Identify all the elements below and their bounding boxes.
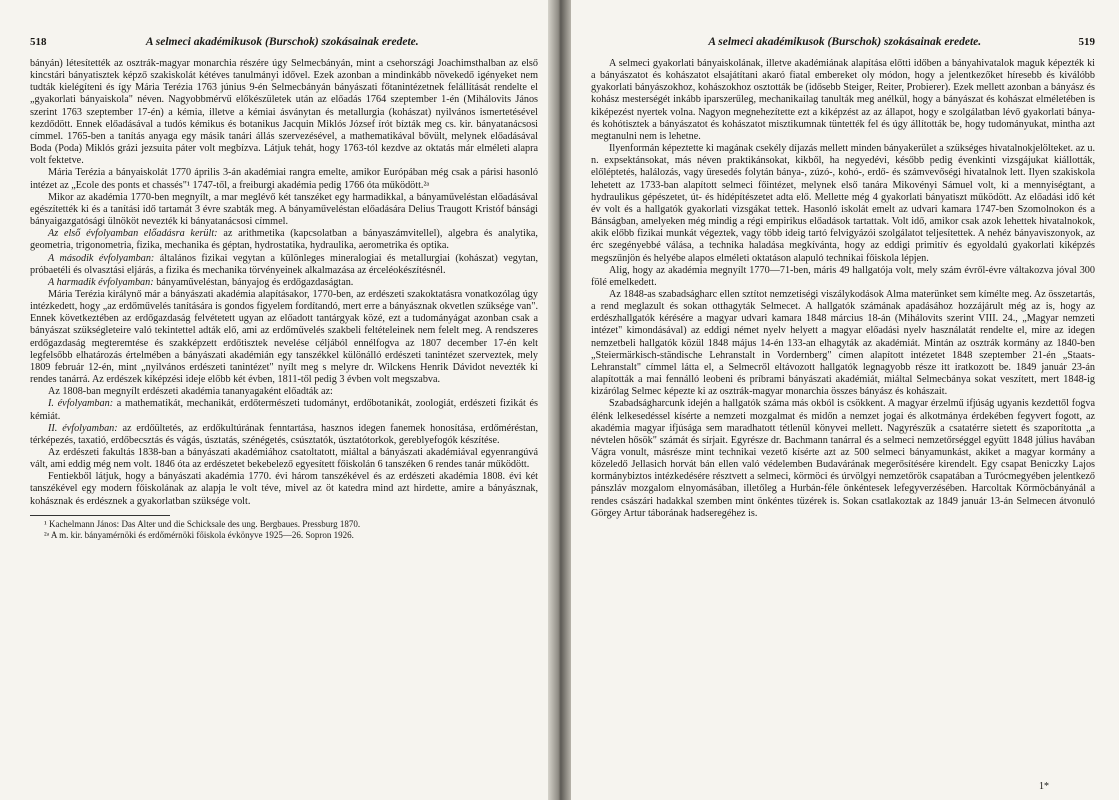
right-running-title: A selmeci akadémikusok (Burschok) szokásainak eredete. (708, 36, 982, 48)
paragraph-text: Az 1848-as szabadságharc ellen sztítot nemzetiségi viszálykodások Alma materünket sem kímélte meg. Az összetartás, a rend meglazult és sokan otthagyták Selmecet. A hallgatók számának apadásához hozzájárult még az is, hogy az erdészhallgatók kérésére a magyar udvari kamara 1848 március 18-án (Mihálovits szerint VIII. 24., „Magyar nemzeti intézet" kimondásával) az eddigi német nyelv helyett a magyar előadási nyelv használatát rendelte el, mire az idegen nemzetbeli hallgatók közül 1848 május 14-én 133-an elhagyták az akadémiát. Mintán az osztrák kormány az 1840-ben „Steiermärkisch-ständische Lehranstalt in Vordernberg" címen alapított intézetet 1848 szeptember 21-én „Staats-Lehranstalt" címmel látta el, a Selmecről eltávozott hallgatók legnagyobb része itt iratkozott be. 1849 január 23-án alapították a mai fennálló leobeni és príbrami bányászati akadémiát, miáltal Selmecbánya sokat veszített, mert 1848-ig kizárólag Selmec képezte ki az osztrák-magyar monarchia összes bányász és kohászait. (591, 288, 1095, 398)
right-paragraph (591, 265, 1095, 289)
left-page-header (30, 36, 538, 48)
right-page (571, 0, 1119, 800)
book-gutter (548, 0, 571, 800)
left-footnotes (30, 519, 538, 541)
paragraph-lead: II. évfolyamban: (48, 422, 118, 434)
paragraph-text: Fentiekből látjuk, hogy a bányászati akadémia 1770. évi három tanszékével és az erdészeti akadémia 1808. évi két tanszékével egy modern főiskolának az alapja le volt téve, mivel az öt katedra mind azt hirdette, amire a bányásznak, kohásznak és erdésznek a gyakorlatban szüksége volt. (30, 471, 538, 507)
left-paragraph (30, 471, 538, 507)
paragraph-text: bányaműveléstan, bányajog és erdőgazdaságtan. (153, 276, 354, 288)
right-paragraph (591, 143, 1095, 265)
paragraph-text: Mikor az akadémia 1770-ben megnyílt, a mar meglévő két tanszéket egy harmadikkal, a bányaműveléstan előadásával egészítették ki és a tanítási idő tartamát 3 évre szabták meg. A bányaműveléstan előadására Delius Traugott Kristóf bánsági bányaigazgatósági ülnököt nevezték ki bányatanácsosi címmel. (30, 191, 538, 228)
left-paragraph (30, 398, 538, 422)
left-paragraph (30, 253, 538, 277)
left-paragraph (30, 289, 538, 386)
footnote-lead: ²ᵃ (44, 529, 50, 540)
paragraph-text: a mathematikát, mechanikát, erdőtermészeti tudományt, erdőbotanikát, zoologiát, erdészeti fizikát és kémiát. (30, 398, 538, 422)
footnote-text: Das Alter und die Schicksale des ung. Bergbaues. Pressburg 1870. (119, 518, 361, 529)
paragraph-text: A selmeci gyakorlati bányaiskolának, illetve akadémiának alapítása előtti időben a bányahivatalok maguk képezték ki a bányászatot és kohászatot elsajátítani akaró fiatal embereket oly módon, hogy a jelentkezőket híresebb és kiválóbb gyakorlati bányászokhoz, kohászokhoz osztották be (idősebb Steiger, Reiter, Probierer). Ezek mellett azonban a bányász és kohász mesterségét inkább iparszerűleg, mechanikailag tanulták meg anélkül, hogy a bányászat és kohászat elméletében is kiképezést nyertek volna. Nagyon megnehezítette ezt a kiképzést az az állapot, hogy e szolgálatban lévő gyakorlati bánya- és kohótisztek a bányászatot és kohászatot misztikumnak tüntették fel és úgy állították be, hogy tudományukat, mintha azt megtanulni nem is lehetne. (591, 58, 1095, 142)
paragraph-text: bányán) létesítették az osztrák-magyar monarchia részére úgy Selmecbányán, mint a csehországi Joachimsthalban az első kincstári bányatisztek képző szakiskolát kétéves tanulmányi idővel. Ezek azonban a mindinkább növekedő igényeket nem tudták kielégíteni és így Mária Terézia 1763 június 9-én Selmecbányán bányászati főtanintézetnek felállítását rendelte el „gyakorlati bányaiskola" néven. Nagyobbmérvű előkészületek után az előadás 1764 szeptember 1-én (Mihálovits János szerint 1763 szeptember 17-én) a kémia, illetve a kémiai ásványtan és metallurgia (kohászat) nyilvános ismertetésével kezdődött. Ennek előadásával a tudós kémikus és botanikus Jacquin Miklós József írót bízták meg cs. kir. bányatanácsosi címmel. 1765-ben a tanítás anyaga egy másik tanári állás szervezésével, a mathematikával bővült, melynek előadásával Boda (Poda) Miklós grázi jezsuita páter volt megbízva. Látjuk tehát, hogy 1763-tól kezdve az oktatás már elméleti alapra volt fektetve. (30, 58, 538, 167)
printer-signature: 1* (1039, 781, 1049, 792)
paragraph-text: Mária Terézia a bányaiskolát 1770 április 3-án akadémiai rangra emelte, amikor Európában még csak a párisi hasonló intézet az „Ecole des ponts et chassés"¹ 1747-től, a freiburgi akadémia pedig 1766 óta működött.²ᵃ (30, 167, 538, 191)
right-paragraph (591, 398, 1095, 520)
paragraph-text: Ilyenformán képeztette ki magának csekély díjazás mellett minden bányakerület a szükséges hivatalnokjelölteket. az u. n. expsektánsokat, más néven praktikánsokat, kikből, ha negyedévi, később pedig évenkinti vizsgájukat kiállották, előléptetés, halálozás, vagy üresedés folytán bánya-, zúzó-, kohó-, erdő- és számvevőségi hivatalnok lett. Ilyen szakiskola lehetett az 1733-ban alapított selmeci főintézet, melynek első tanára Mikovényi Sámuel volt, ki a mennyiségtant, a hydraulikus gépészetet, út- és hídépítészetet adta elő. Mellette még 4 gyakorlati bányatiszt működött. Az előadási idő két év volt és a hallgatók gyakorlati vizsgákat tettek. Hasonló iskolát emelt az udvari kamara 1747-ben Szomolnokon és a Bánságban, amelyeken még mindig a régi empirikus előadások tartattak. Volt idő, amikor csak azok lehettek hivatalnokok, akik előbb fizikai munkát végeztek, vagy több ideig tartó felvigyázói szolgálatot teljesítettek. A nehéz bányaviszonyok, az érc szegényebbé válása, a technika haladása megkívánta, hogy az eddigi primitív és egyoldalú gyakorlati kiképzés megszűnjön és helyébe alapos elméleti oktatáson alapuló technikai főiskola lépjen. (591, 143, 1095, 264)
paragraph-text: Az erdészeti fakultás 1838-ban a bányászati akadémiához csatoltatott, miáltal a bányászati akadémiával egyenrangúvá vált, ami eddig még nem volt. 1846 óta az erdészetet bekebelező egyesített főiskolán 6 tanszéken 6 rendes tanár működött. (30, 447, 538, 471)
paragraph-text: Az 1808-ban megnyílt erdészeti akadémia tananyagaként előadták az: (48, 386, 333, 398)
paragraph-text: az erdőültetés, az erdőkultúrának fenntartása, hasznos idegen fanemek honosítása, erdőméréstan, térképezés, taxatió, erdőbecsztás és vágás, úsztatás, szénégetés, csúsztatók, úsztatótorkok, gereblyefogók készítése. (30, 422, 539, 446)
paragraph-text: Alig, hogy az akadémia megnyílt 1770—71-ben, máris 49 hallgatója volt, mely szám évről-évre váltakozva jóval 300 fölé emelkedett. (591, 264, 1095, 288)
paragraph-text: Mária Terézia királynő már a bányászati akadémia alapításakor, 1770-ben, az erdészeti szakoktatásra vonatkozólag úgy intézkedett, hogy „az erdőművelés tanítására is gondos figyelem fordítandó, mert erre a bányásznak okvetlen szüksége van". Ennek következtében az erdőgazdaság felvétetett ugyan az előadott tantárgyak közé, ezt a tudományágat azonban csak a bányászat szükségleteire való tekintettel adták elő, ami az erdőművelés szakbeli feltételeinek nem felelt meg. A rendszeres erdőgazdaság megteremtése és szakképzett erdőtisztek nevelése céljából ennélfogva az 1807 december 17-én kelt legfelsőbb elhatározás értelmében a bányászati akadémián egy tanszékkel különálló erdészeti tanintézet szerveztek, mely 1809 február 12-én, mint „nyilvános erdészeti tanintézet" nyílt meg s melyre dr. Wilckens Henrik Dávidot nevezték ki rendes tanárrá. Az erdészek kiképzési ideje előbb két évben, 1811-től pedig 3 évben volt megszabva. (30, 288, 538, 386)
paragraph-lead: A harmadik évfolyamban: (48, 276, 154, 288)
left-running-title: A selmeci akadémikusok (Burschok) szokásainak eredete. (145, 36, 419, 48)
footnote-lead: ¹ Kachelmann János: (44, 518, 120, 529)
left-page-number: 518 (30, 36, 47, 48)
footnote (30, 519, 538, 530)
footnote (30, 530, 538, 541)
right-paragraph (591, 289, 1095, 398)
left-paragraph (30, 192, 538, 228)
right-body-text (591, 58, 1095, 520)
paragraph-text: az arithmetika (kapcsolatban a bányaszámvitellel), algebra és analytika, geometria, trigonometria, fizika, mechanika és géptan, hydrostatika, hydraulika, aerometrika és optika. (30, 228, 538, 252)
left-paragraph (30, 447, 538, 471)
right-page-header (591, 36, 1095, 48)
paragraph-lead: I. évfolyamban: (48, 398, 114, 410)
paragraph-text: általános fizikai vegytan a különleges mineralogiai és metallurgiai (kohászat) vegytan, próbaetéli és olvasztási eljárás, a fizika és mechanika törvényeinek alkalmazása az érceléokészítésnél. (30, 252, 538, 276)
left-paragraph (30, 58, 538, 167)
left-paragraph (30, 386, 538, 398)
footnote-text: A m. kir. bányamérnöki és erdőmérnöki főiskola évkönyve 1925—26. Sopron 1926. (49, 529, 354, 540)
right-paragraph (591, 58, 1095, 143)
paragraph-text: Szabadságharcunk idején a hallgatók száma más okból is csökkent. A magyar érzelmű ifjúság ugyanis kezdettől fogva élénk lelkesedéssel kísérte a nemzeti mozgalmat és midőn a nemzet jogai és alkotmánya érdekében fegyvert fogott, az akadémia magyar ifjúsága sem maradhatott tétlenül könyvei mellett. Nagyrészük a csatatérre sietett és szaporította „a névtelen hősök" számát és sírjait. Egyrésze dr. Bachmann tanárral és a selmeci nemzetőrséggel együtt 1848 július havában Vágra vonult, másrésze mint technikai vezető kísérte azt az 500 selmeci bányamunkást, akiket a magyar kormány a közeledő Jellasich horvát bán ellen való védelemben Budavárának megerősítésére kirendelt. Egy csapat Beniczky Lajos kormánybiztos intézkedésére résztvett a selmeci, körmöci és úrvölgyi nemzetőrök csapatában a Turócmegyében jelentkező pánszláv mozgalom elnyomásában, illetőleg a Hurbán-féle önkéntesek lefegyverzésében. Harcoltak Körmöcbányánál a rendes császári hadakkal szemben mint önkéntes tüzérek is. Sokan csatlakoztak az 1849 január 13-án Selmecen átvonuló Görgey Artur táborának hadseregéhez is. (591, 398, 1095, 519)
paragraph-lead: Az első évfolyamban előadásra került: (48, 228, 218, 240)
left-page (0, 0, 548, 800)
left-paragraph (30, 277, 538, 289)
footnote-rule (30, 515, 170, 516)
left-paragraph (30, 167, 538, 191)
left-paragraph (30, 423, 538, 447)
right-page-number: 519 (1078, 36, 1095, 48)
left-paragraph (30, 228, 538, 252)
left-body-text (30, 58, 538, 508)
paragraph-lead: A második évfolyamban: (48, 252, 155, 264)
